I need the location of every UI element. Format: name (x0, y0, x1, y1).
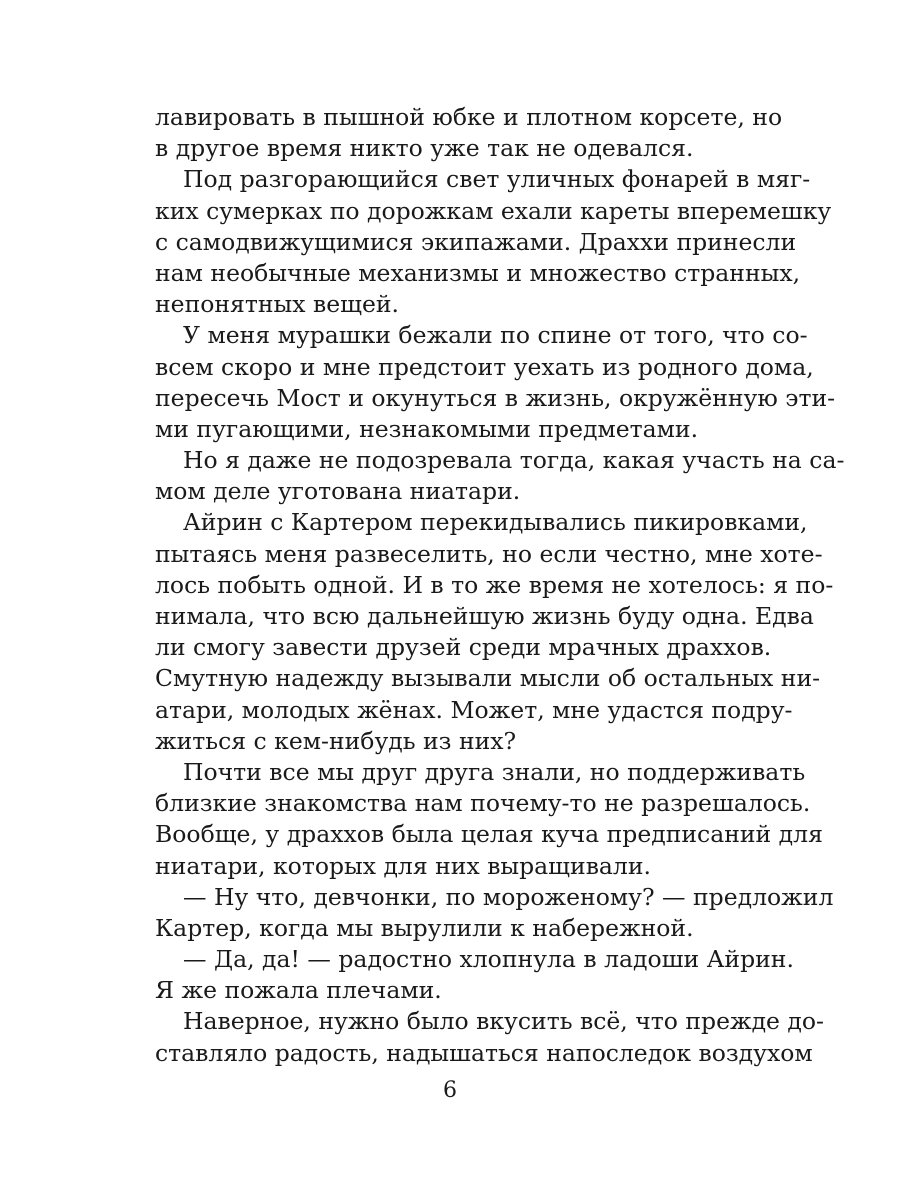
text-line: Смутную надежду вызывали мысли об остальных ни- (155, 664, 821, 693)
text-line: Наверное, нужно было вкусить всё, что прежде до- (183, 1007, 824, 1036)
text-line: ми пугающими, незнакомыми предметами. (155, 414, 699, 443)
text-line: близкие знакомства нам почему-то не разрешалось. (155, 789, 811, 818)
text-line: пересечь Мост и окунуться в жизнь, окружённую эти- (155, 383, 836, 412)
text-line: атари, молодых жёнах. Может, мне удастся подру- (155, 695, 793, 724)
text-line: Айрин с Картером перекидывались пикировками, (183, 508, 808, 537)
text-line: Я же пожала плечами. (155, 976, 442, 1005)
text-line: Под разгорающийся свет уличных фонарей в мяг- (183, 165, 811, 194)
text-line: в другое время никто уже так не одевался. (155, 134, 694, 163)
text-line: пытаясь меня развеселить, но если честно, мне хоте- (155, 539, 823, 568)
page-number: 6 (443, 1078, 457, 1103)
text-line: ставляло радость, надышаться напоследок воздухом (155, 1038, 813, 1067)
text-line: с самодвижущимися экипажами. Драхxи принесли (155, 227, 797, 256)
text-line: непонятных вещей. (155, 290, 399, 319)
text-line: житься с кем-нибудь из них? (155, 726, 517, 755)
text-line: У меня мурашки бежали по спине от того, что со- (183, 321, 808, 350)
text-line: ниатари, которых для них выращивали. (155, 851, 651, 880)
text-line: — Да, да! — радостно хлопнула в ладоши Айрин. (183, 945, 794, 974)
text-line: лось побыть одной. И в то же время не хотелось: я по- (155, 570, 834, 599)
text-line: ких сумерках по дорожкам ехали кареты вперемешку (155, 196, 832, 225)
text-line: ли смогу завести друзей среди мрачных драххов. (155, 633, 772, 662)
text-line: нимала, что всю дальнейшую жизнь буду одна. Едва (155, 602, 814, 630)
text-line: Вообще, у драххов была целая куча предписаний для (155, 820, 823, 849)
body-text (155, 102, 845, 1069)
text-line: мом деле уготована ниатари. (155, 477, 521, 506)
text-line: Но я даже не подозревала тогда, какая участь на са- (183, 446, 845, 475)
text-line: всем скоро и мне предстоит уехать из родного дома, (155, 352, 814, 381)
text-line: лавировать в пышной юбке и плотном корсете, но (155, 103, 783, 131)
text-line: — Ну что, девчонки, по мороженому? — предложил (183, 882, 834, 911)
text-line: Почти все мы друг друга знали, но поддерживать (183, 757, 806, 786)
text-line: Картер, когда мы вырулили к набережной. (155, 913, 694, 942)
text-line: нам необычные механизмы и множество странных, (155, 258, 801, 287)
